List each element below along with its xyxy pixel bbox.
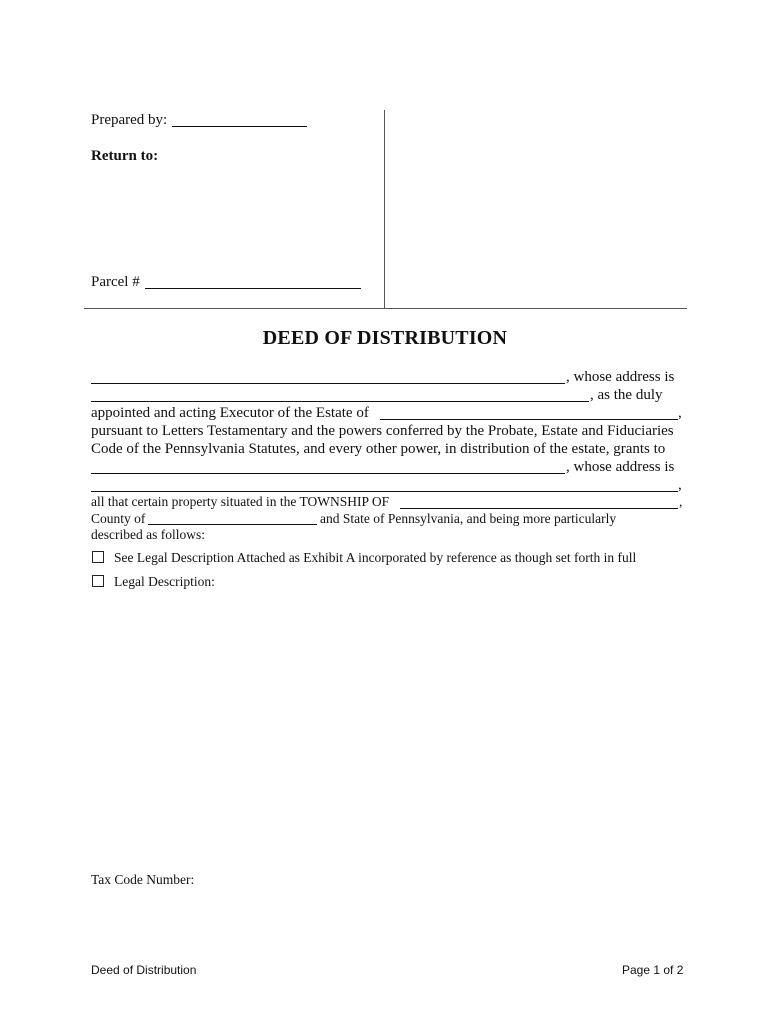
grantor-address-field[interactable] — [91, 401, 589, 402]
line2-suffix: , as the duly — [590, 387, 663, 403]
exhibit-a-checkbox[interactable] — [92, 551, 104, 563]
prepared-by-field[interactable] — [172, 126, 307, 127]
line3-suffix: , — [678, 405, 682, 421]
line3-prefix: appointed and acting Executor of the Estate of — [91, 405, 369, 421]
header-horizontal-divider — [84, 308, 687, 309]
line10: described as follows: — [91, 527, 205, 542]
line8-suffix: , — [679, 494, 683, 509]
township-field[interactable] — [400, 508, 678, 509]
line9-prefix: County of — [91, 511, 146, 526]
header-vertical-divider — [384, 110, 385, 308]
return-to-label: Return to: — [91, 148, 159, 164]
line4: pursuant to Letters Testamentary and the powers conferred by the Probate, Estate and Fiduciaries — [91, 423, 674, 439]
line6-suffix: , whose address is — [566, 459, 675, 475]
estate-name-field[interactable] — [380, 419, 678, 420]
line9-suffix: and State of Pennsylvania, and being more particularly — [320, 511, 617, 526]
line7-suffix: , — [678, 477, 682, 493]
parcel-field[interactable] — [145, 288, 361, 289]
legal-description-checkbox[interactable] — [92, 575, 104, 587]
legal-description-label: Legal Description: — [114, 574, 215, 589]
footer-page-number: Page 1 of 2 — [622, 963, 684, 977]
exhibit-a-label: See Legal Description Attached as Exhibit A incorporated by reference as though set forth in full — [114, 550, 637, 565]
line5: Code of the Pennsylvania Statutes, and every other power, in distribution of the estate, grants to — [91, 441, 666, 457]
tax-code-label: Tax Code Number: — [91, 872, 195, 887]
line1-suffix: , whose address is — [566, 369, 675, 385]
document-title: DEED OF DISTRIBUTION — [262, 327, 508, 349]
footer-document-name: Deed of Distribution — [91, 963, 197, 977]
grantor-name-field[interactable] — [91, 383, 565, 384]
grantee-name-field[interactable] — [91, 473, 565, 474]
line8-prefix: all that certain property situated in the TOWNSHIP OF — [91, 494, 390, 509]
parcel-label: Parcel # — [91, 274, 140, 290]
grantee-address-field[interactable] — [91, 491, 678, 492]
prepared-by-label: Prepared by: — [91, 112, 168, 128]
county-field[interactable] — [148, 524, 317, 525]
